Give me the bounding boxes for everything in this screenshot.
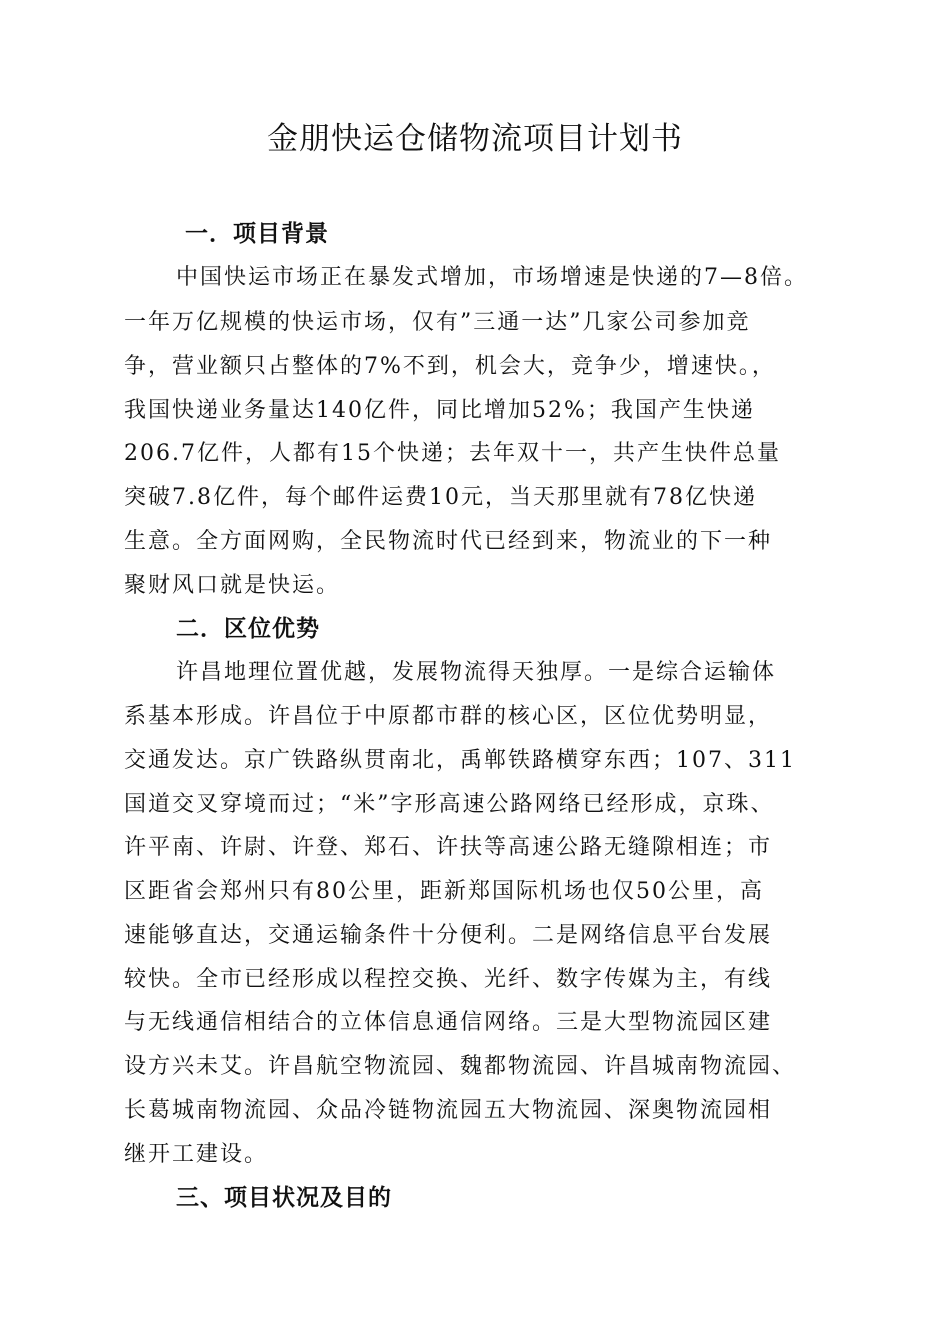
paragraph-line: 区距省会郑州只有80公里，距新郑国际机场也仅50公里，高 (124, 879, 764, 904)
paragraph-line: 继开工建设。 (124, 1142, 269, 1167)
paragraph-line: 许昌地理位置优越，发展物流得天独厚。一是综合运输体 (176, 660, 777, 685)
paragraph-line: 系基本形成。许昌位于中原都市群的核心区，区位优势明显， (124, 704, 773, 729)
paragraph-line: 较快。全市已经形成以程控交换、光纤、数字传媒为主，有线 (124, 967, 773, 992)
paragraph-line: 长葛城南物流园、众品冷链物流园五大物流园、深奥物流园相 (124, 1098, 773, 1123)
section-heading-3: 三、项目状况及目的 (176, 1185, 392, 1211)
paragraph-line: 一年万亿规模的快运市场，仅有”三通一达”几家公司参加竞 (124, 310, 751, 335)
paragraph-line: 国道交叉穿境而过；“米”字形高速公路网络已经形成，京珠、 (124, 792, 775, 817)
document-title: 金朋快运仓储物流项目计划书 (267, 121, 683, 157)
paragraph-line: 设方兴未艾。许昌航空物流园、魏都物流园、许昌城南物流园、 (124, 1054, 797, 1079)
section-heading-2: 二．区位优势 (176, 616, 320, 642)
paragraph-line: 与无线通信相结合的立体信息通信网络。三是大型物流园区建 (124, 1010, 773, 1035)
paragraph-line: 许平南、许尉、许登、郑石、许扶等高速公路无缝隙相连；市 (124, 835, 773, 860)
paragraph-line: 争，营业额只占整体的7%不到，机会大，竞争少，增速快。， (124, 354, 776, 379)
paragraph-line: 206.7亿件，人都有15个快递；去年双十一，共产生快件总量 (124, 441, 781, 466)
section-heading-1: 一．项目背景 (185, 221, 329, 247)
paragraph-line: 聚财风口就是快运。 (124, 573, 341, 598)
paragraph-line: 交通发达。京广铁路纵贯南北，禹郸铁路横穿东西；107、311 (124, 748, 796, 773)
paragraph-line: 我国快递业务量达140亿件，同比增加52%；我国产生快递 (124, 398, 755, 423)
paragraph-line: 中国快运市场正在暴发式增加，市场增速是快递的7—8倍。 (176, 265, 808, 290)
paragraph-line: 生意。全方面网购，全民物流时代已经到来，物流业的下一种 (124, 529, 773, 554)
paragraph-line: 速能够直达，交通运输条件十分便利。二是网络信息平台发展 (124, 923, 773, 948)
paragraph-line: 突破7.8亿件，每个邮件运费10元，当天那里就有78亿快递 (124, 485, 757, 510)
